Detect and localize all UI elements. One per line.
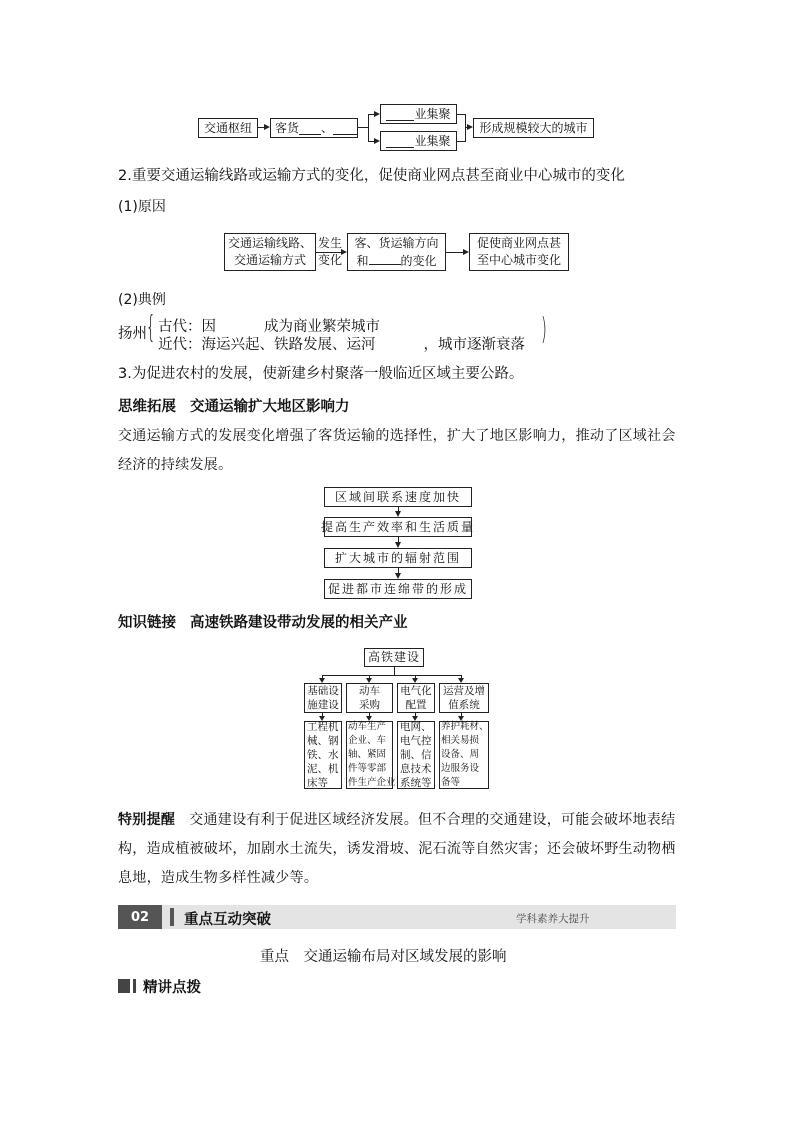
flow-label-2: 提高生产效率和生活质量 <box>321 519 476 534</box>
hub-box <box>198 118 258 138</box>
tree-detail-4 <box>439 721 489 789</box>
section-3: 3.为促进农村的发展，使新建乡村聚落一般临近区域主要公路。 <box>118 366 524 382</box>
section-banner <box>118 905 676 929</box>
reason-box-1-line-1: 交通运输线路、 <box>227 236 312 250</box>
knowledge-title: 高速铁路建设带动发展的相关产业 <box>190 615 408 631</box>
change-line-2: 变化 <box>318 253 343 267</box>
ancient-a: 古代：因 <box>158 319 216 335</box>
flow-label-1: 区域间联系速度加快 <box>334 489 461 504</box>
reason-box-3 <box>469 233 569 271</box>
section-2-title: 2.重要交通运输线路或运输方式的变化，促使商业网点甚至商业中心城市的变化 <box>118 168 625 184</box>
connector <box>322 675 462 676</box>
cargo-prefix: 客货 <box>275 120 300 135</box>
connector <box>358 127 368 128</box>
connector <box>457 141 465 142</box>
tree-detail-2 <box>346 721 396 789</box>
cargo-sep: 、 <box>321 120 334 135</box>
jingjiang-heading <box>118 976 201 996</box>
blank <box>386 108 414 121</box>
tree-cat-2-l2: 采购 <box>359 699 380 711</box>
right-paren-icon: ) <box>541 312 547 347</box>
industry-box-1 <box>380 104 457 124</box>
tree-cat-2-l1: 动车 <box>359 685 380 697</box>
tree-detail-2-line: 件生产企业 <box>348 777 396 788</box>
tree-detail-3-line: 电网、 <box>400 721 432 733</box>
flow-label-3: 扩大城市的辐射范围 <box>334 550 461 565</box>
connector <box>368 114 369 142</box>
jingjiang-label: 精讲点拨 <box>143 979 201 996</box>
banner-title: 重点互动突破 <box>184 912 271 928</box>
tree-cat-4 <box>439 683 489 713</box>
tree-root-label: 高铁建设 <box>367 650 420 664</box>
key-heading: 重点 交通运输布局对区域发展的影响 <box>260 949 507 965</box>
thinking-heading <box>118 395 350 416</box>
flow-label-4: 促进都市连绵带的形成 <box>327 581 468 596</box>
blank <box>333 122 357 135</box>
cargo-box <box>270 118 358 138</box>
hub-label: 交通枢纽 <box>203 120 252 135</box>
tree-detail-1 <box>304 721 342 789</box>
flow-box-3 <box>324 548 472 568</box>
tree-cat-3-l2: 配置 <box>405 699 427 711</box>
banner-right-text: 学科素养大提升 <box>516 913 590 925</box>
tree-cat-3 <box>397 683 435 713</box>
modern-a: 近代：海运兴起、铁路发展、运河 <box>158 337 376 353</box>
reason-box-1-line-2: 交通运输方式 <box>233 253 306 267</box>
thinking-label: 思维拓展 <box>118 399 176 415</box>
thinking-title: 交通运输扩大地区影响力 <box>190 399 350 415</box>
tree-detail-3-line: 制、信 <box>400 749 432 761</box>
reason-box-3-line-1: 促使商业网点甚 <box>476 236 561 250</box>
tree-cat-4-l2: 值系统 <box>448 699 480 711</box>
industry-2-label: 业集聚 <box>414 133 451 148</box>
tree-detail-3-line: 息技术 <box>400 763 432 775</box>
modern-line <box>158 333 525 354</box>
knowledge-label: 知识链接 <box>118 615 176 631</box>
tree-detail-4-line: 设备、周 <box>441 749 480 760</box>
tree-detail-3-line: 电气控 <box>400 735 432 747</box>
tree-root <box>364 648 424 667</box>
left-brace-icon: { <box>146 310 156 345</box>
section-marker-icon <box>118 979 133 993</box>
tree-detail-1-line: 械、钢 <box>307 735 339 747</box>
reason-box-2 <box>347 233 446 271</box>
industry-box-2 <box>380 131 457 151</box>
flow-box-2 <box>321 517 476 537</box>
tree-cat-3-l1: 电气化 <box>400 685 432 697</box>
reason-box-3-line-2: 至中心城市变化 <box>476 253 561 267</box>
flow-box-4 <box>324 579 472 599</box>
reason-box-2-and: 和 <box>356 253 369 268</box>
tree-cat-4-l1: 运营及增 <box>443 685 485 697</box>
connector <box>394 667 395 675</box>
reminder-label: 特别提醒 <box>118 812 176 828</box>
tree-cat-1-l1: 基础设 <box>307 685 339 697</box>
reason-box-2-line-1: 客、货运输方向 <box>354 235 439 250</box>
yangzhou-label: 扬州 <box>118 326 147 342</box>
tree-cat-2 <box>346 683 393 713</box>
tree-detail-4-line: 养护耗材、 <box>441 721 489 732</box>
tree-detail-1-line: 床等 <box>307 777 328 789</box>
tree-detail-2-line: 件等零部 <box>348 763 387 774</box>
tree-detail-4-line: 边服务设 <box>441 763 480 774</box>
tree-detail-4-line: 备等 <box>441 777 461 788</box>
tree-detail-2-line: 企业、车 <box>348 735 387 746</box>
connector <box>465 114 466 142</box>
tree-cat-1 <box>304 683 342 713</box>
tree-detail-3 <box>397 721 435 789</box>
banner-divider <box>170 908 174 926</box>
reminder-text: 交通建设有利于促进区域经济发展。但不合理的交通建设，可能会破坏地表结构，造成植被破坏，加剧水土流失，诱发滑坡、泥石流等自然灾害；还会破坏野生动物栖息地，造成生物多样性减少等。 <box>118 812 676 886</box>
connector <box>457 114 465 115</box>
tree-detail-4-line: 相关易损 <box>441 735 480 746</box>
change-line-1: 发生 <box>318 236 343 250</box>
blank <box>386 135 414 148</box>
blank <box>369 252 401 265</box>
example-label: (2)典例 <box>118 292 166 308</box>
reason-label: (1)原因 <box>118 199 166 215</box>
tree-detail-1-line: 工程机 <box>307 721 339 733</box>
banner-number <box>118 905 162 929</box>
reminder-paragraph <box>118 806 678 893</box>
reason-box-1 <box>224 233 316 271</box>
modern-b: ，城市逐渐衰落 <box>423 337 525 353</box>
tree-detail-2-line: 轴、紧固 <box>348 749 387 760</box>
result-box <box>473 118 594 138</box>
flow-box-1 <box>324 487 472 507</box>
blank <box>299 122 321 135</box>
tree-cat-1-l2: 施建设 <box>307 699 339 711</box>
connector <box>316 252 344 253</box>
banner-number-text: 02 <box>130 909 150 925</box>
tree-detail-2-line: 动车生产 <box>348 721 387 732</box>
knowledge-heading <box>118 611 408 632</box>
ancient-b: 成为商业繁荣城市 <box>264 319 380 335</box>
tree-detail-3-line: 系统等 <box>400 777 432 789</box>
reason-box-2-line-2 <box>356 252 436 270</box>
industry-1-label: 业集聚 <box>414 106 451 121</box>
reason-box-2-change: 的变化 <box>400 253 437 268</box>
result-label: 形成规模较大的城市 <box>479 120 588 135</box>
thinking-text: 交通运输方式的发展变化增强了客货运输的选择性，扩大了地区影响力，推动了区域社会经济的持续发展。 <box>118 428 676 473</box>
tree-detail-1-line: 泥、机 <box>307 763 339 775</box>
tree-detail-1-line: 铁、水 <box>307 749 339 761</box>
